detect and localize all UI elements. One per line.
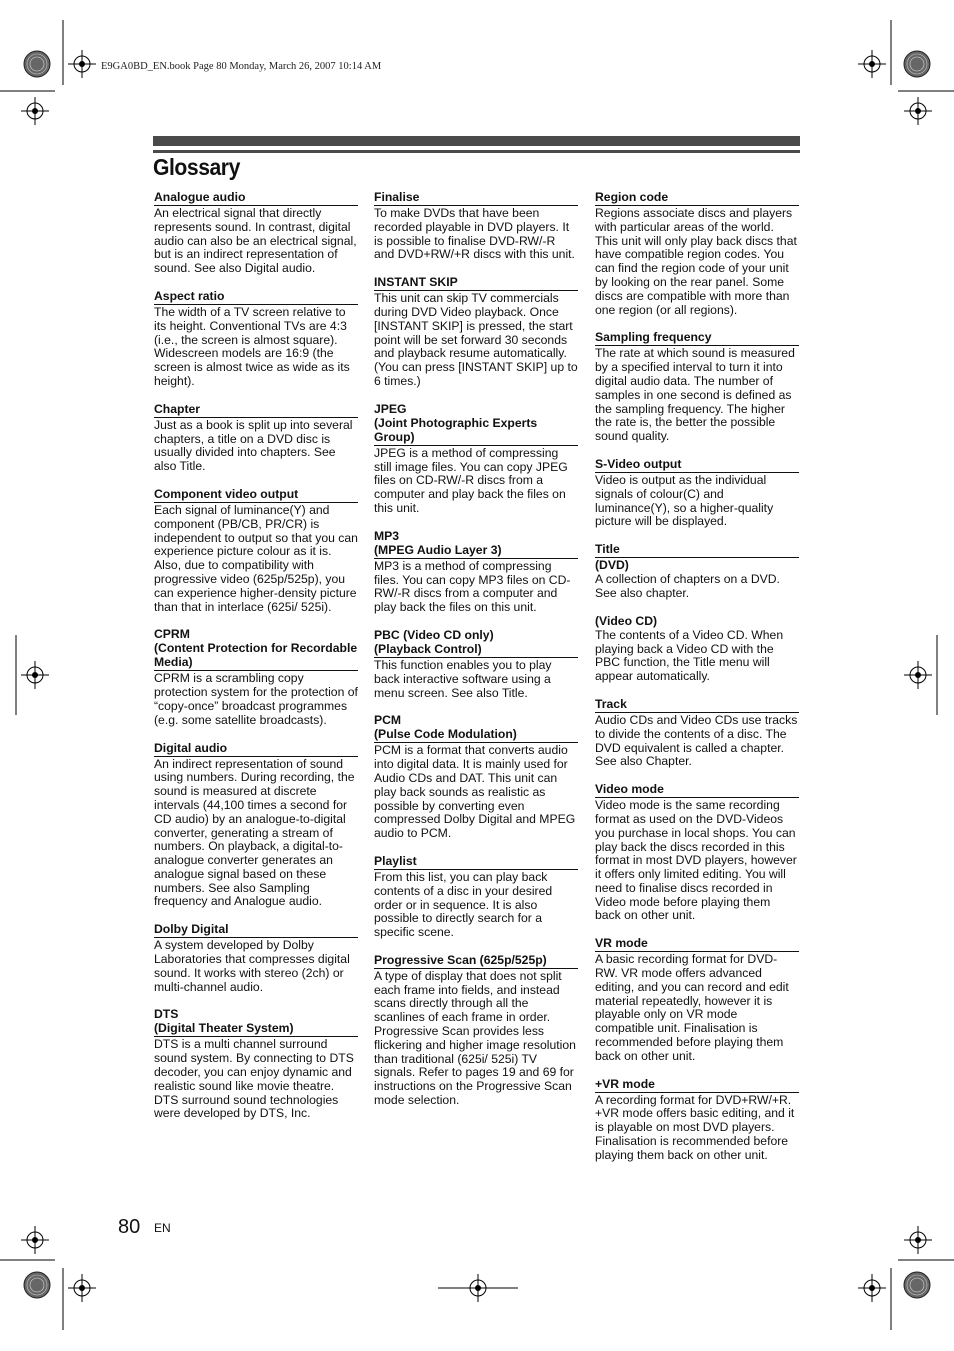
glossary-term: Playlist — [374, 854, 578, 870]
glossary-term: +VR mode — [595, 1077, 799, 1093]
book-slug: E9GA0BD_EN.book Page 80 Monday, March 26, 2007 10:14 AM — [101, 61, 382, 72]
glossary-definition: MP3 is a method of compressing files. You can copy MP3 files on CD-RW/-R discs from a computer and play back the files on this unit. — [374, 558, 571, 615]
glossary-term: Component video output — [154, 487, 358, 503]
crosshair-icon — [68, 1274, 96, 1302]
glossary-definition: Just as a book is split up into several chapters, a title on a DVD disc is usually divided into chapters. See also Title. — [154, 417, 353, 474]
glossary-term: PCM (Pulse Code Modulation) — [374, 713, 578, 743]
registration-rosette-icon — [904, 51, 930, 77]
language-code: EN — [154, 1221, 171, 1235]
glossary-term: Track — [595, 697, 799, 713]
crosshair-icon — [904, 661, 932, 689]
glossary-definition: The contents of a Video CD. When playing back a Video CD with the PBC function, the Title menu will appear automatically. — [595, 627, 784, 684]
crosshair-icon — [21, 1226, 49, 1254]
glossary-definition: To make DVDs that have been recorded playable in DVD players. It is possible to finalise DVD-RW/-R and DVD+RW/+R discs with this unit. — [374, 206, 575, 262]
glossary-term: JPEG (Joint Photographic Experts Group) — [374, 402, 578, 446]
glossary-definition: JPEG is a method of compressing still image files. You can copy JPEG files on CD-RW/-R discs from a computer and play back the files on this unit. — [374, 445, 568, 515]
glossary-definition: Video mode is the same recording format as used on the DVD-Videos you purchase in local shops. You can play back the discs recorded in this format in most DVD players, however it offers only limited editing. You will need to finalise discs recorded in Video mode before playing them back on other unit. — [595, 798, 797, 923]
glossary-term: Finalise — [374, 190, 578, 206]
glossary-definition: An indirect representation of sound using numbers. During recording, the sound is measured at discrete intervals (44,100 times a second for CD audio) by an analogue-to-digital converter, generating a stream of numbers. On playback, a digital-to-analogue converter generates an analogue signal based on these numbers. See also Sampling frequency and Analogue audio. — [154, 756, 355, 909]
glossary-definition: From this list, you can play back contents of a disc in your desired order or in sequence. It is also possible to directly search for a specific scene. — [374, 869, 553, 940]
glossary-term: MP3 (MPEG Audio Layer 3) — [374, 529, 578, 559]
crosshair-icon — [858, 50, 886, 78]
glossary-definition: A type of display that does not split each frame into fields, and instead scans directly through all the scanlines of each frame in order. Progressive Scan provides less flickering and higher image resolution than traditional (625i/ 525i) TV signals. Refer to pages 19 and 69 for instructions on the Progressive Scan mode selection. — [374, 968, 576, 1108]
glossary-term: PBC (Video CD only) (Playback Control) — [374, 628, 578, 658]
crosshair-icon — [21, 97, 49, 125]
glossary-definition: A system developed by Dolby Laboratories that compresses digital sound. It works with stereo (2ch) or multi-channel audio. — [154, 938, 350, 994]
glossary-definition: The rate at which sound is measured by a specified interval to turn it into digital audio data. The number of samples in one second is defined as the sampling frequency. The higher the rate is, the better the possible sound quality. — [595, 346, 795, 444]
glossary-term: Progressive Scan (625p/525p) — [374, 953, 578, 969]
glossary-definition: A basic recording format for DVD-RW. VR mode offers advanced editing, and you can record and edit material repeatedly, however it is playable only on VR mode compatible unit. Finalisation is recommended before playing them back on other unit. — [595, 952, 789, 1063]
crosshair-icon — [858, 1274, 886, 1302]
glossary-term: INSTANT SKIP — [374, 275, 578, 291]
glossary-term: Analogue audio — [154, 190, 358, 206]
glossary-definition: DTS is a multi channel surround sound system. By connecting to DTS decoder, you can enjoy dynamic and realistic sound like movie theatre. DTS surround sound technologies were developed by DTS, Inc. — [154, 1037, 354, 1121]
glossary-term: Sampling frequency — [595, 330, 799, 346]
glossary-definition: Each signal of luminance(Y) and component (PB/CB, PR/CR) is independent to output so that you can experience picture colour as it is. Also, due to compatibility with progressive video (625p/525p), you can experience higher-density picture than that in interlace (625i/ 525i). — [154, 502, 358, 614]
glossary-term: Chapter — [154, 402, 358, 418]
crosshair-icon — [68, 50, 96, 78]
registration-rosette-icon — [24, 51, 50, 77]
glossary-term: Digital audio — [154, 741, 358, 757]
crosshair-icon — [904, 97, 932, 125]
glossary-term: S-Video output — [595, 457, 799, 473]
registration-rosette-icon — [904, 1272, 930, 1298]
glossary-term: Video mode — [595, 782, 799, 798]
glossary-term: Region code — [595, 190, 799, 206]
glossary-definition: PCM is a format that converts audio into digital data. It is mainly used for Audio CDs and DAT. This unit can play back sounds as realistic as possible by converting even compressed Dolby Digital and MPEG audio to PCM. — [374, 743, 576, 841]
glossary-definition: A collection of chapters on a DVD. See also chapter. — [595, 572, 780, 600]
glossary-definition: This unit can skip TV commercials during DVD Video playback. Once [INSTANT SKIP] is pressed, the start point will be set forward 30 seconds and playback resume automatically. (You can press [INSTANT SKIP] up to 6 times.) — [374, 291, 578, 388]
glossary-definition: Regions associate discs and players with particular areas of the world. This unit will only play back discs that have compatible region codes. You can find the region code of your unit by looking on the rear panel. Some discs are compatible with more than one region (or all regions). — [595, 206, 797, 317]
crosshair-icon — [21, 661, 49, 689]
registration-rosette-icon — [24, 1272, 50, 1298]
glossary-definition: CPRM is a scrambling copy protection system for the protection of “copy-once” broadcast programmes (e.g. some satellite broadcasts). — [154, 671, 358, 727]
glossary-definition: Video is output as the individual signals of colour(C) and luminance(Y), so a higher-quality picture will be displayed. — [595, 472, 774, 529]
glossary-term: CPRM (Content Protection for Recordable Media) — [154, 627, 358, 670]
glossary-term: Aspect ratio — [154, 289, 358, 305]
glossary-definition: The width of a TV screen relative to its height. Conventional TVs are 4:3 (i.e., the screen is almost square). Widescreen models are 16:9 (the screen is almost twice as wide as its height). — [154, 304, 350, 388]
glossary-term: VR mode — [595, 936, 799, 952]
crosshair-icon — [904, 1226, 932, 1254]
glossary-definition: An electrical signal that directly represents sound. In contrast, digital audio can also be an electrical signal, but is an indirect representation of sound. See also Digital audio. — [154, 206, 357, 276]
glossary-subterm: (DVD) — [595, 558, 629, 573]
glossary-term: Dolby Digital — [154, 922, 358, 938]
glossary-definition: This function enables you to play back interactive software using a menu screen. See also Title. — [374, 657, 552, 700]
page-number: 80 — [118, 1216, 141, 1238]
glossary-definition: Audio CDs and Video CDs use tracks to divide the contents of a disc. The DVD equivalent is called a chapter. See also Chapter. — [595, 712, 798, 769]
glossary-definition: A recording format for DVD+RW/+R. +VR mode offers basic editing, and it is playable on most DVD players. Finalisation is recommended before playing them back on other unit. — [595, 1092, 795, 1162]
glossary-term: Title — [595, 542, 799, 558]
page-title: Glossary — [153, 154, 240, 180]
glossary-term: DTS (Digital Theater System) — [154, 1007, 358, 1037]
glossary-subterm: (Video CD) — [595, 613, 658, 628]
